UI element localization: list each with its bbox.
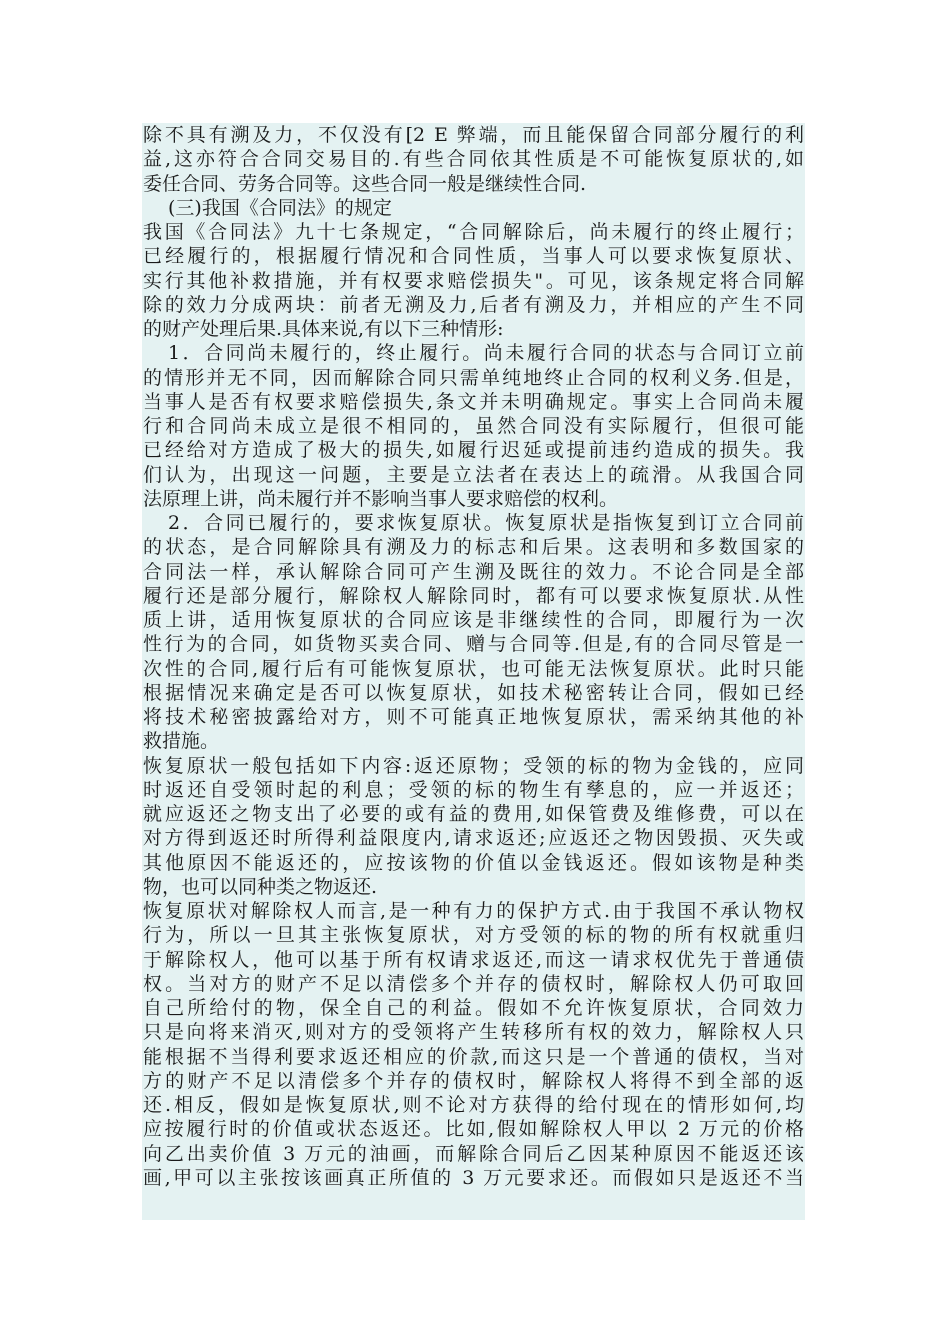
document-line: 权。当对方的财产不足以清偿多个并存的债权时，解除权人仍可取回 bbox=[143, 972, 804, 995]
document-line: 的状态，是合同解除具有溯及力的标志和后果。这表明和多数国家的 bbox=[143, 536, 804, 559]
document-line: 合同法一样，承认解除合同可产生溯及既往的效力。不论合同是全部 bbox=[143, 560, 804, 583]
document-line: 恢复原状对解除权人而言,是一种有力的保护方式.由于我国不承认物权 bbox=[143, 900, 804, 922]
document-line: 我国《合同法》九十七条规定，“合同解除后，尚未履行的终止履行； bbox=[143, 221, 804, 243]
document-line: 就应返还之物支出了必要的或有益的费用,如保管费及维修费，可以在 bbox=[143, 803, 804, 825]
document-line: 于解除权人，他可以基于所有权请求返还,而这一请求权优先于普通债 bbox=[143, 948, 804, 971]
document-line: 自己所给付的物，保全自己的利益。假如不允许恢复原状，合同效力 bbox=[143, 997, 804, 1019]
document-line: 方的财产不足以清偿多个并存的债权时，解除权人将得不到全部的返 bbox=[143, 1069, 804, 1092]
document-line: 除不具有溯及力，不仅没有[2 E 弊端，而且能保留合同部分履行的利 bbox=[143, 124, 804, 146]
document-line: 质上讲，适用恢复原状的合同应该是非继续性的合同，即履行为一次 bbox=[143, 609, 804, 631]
document-line: 物，也可以同种类之物返还. bbox=[143, 875, 378, 898]
document-line: 救措施。 bbox=[143, 730, 220, 753]
document-line: 还.相反，假如是恢复原状,则不论对方获得的给付现在的情形如何,均 bbox=[143, 1094, 804, 1116]
document-line: 只是向将来消灭,则对方的受领将产生转移所有权的效力，解除权人只 bbox=[143, 1021, 804, 1044]
document-line: 实行其他补救措施，并有权要求赔偿损失"。可见，该条规定将合同解 bbox=[143, 269, 804, 292]
document-line: 除的效力分成两块：前者无溯及力,后者有溯及力，并相应的产生不同 bbox=[143, 293, 804, 316]
document-line: 应按履行时的价值或状态返还。比如,假如解除权人甲以 2 万元的价格 bbox=[143, 1118, 804, 1141]
document-line: 画,甲可以主张按该画真正所值的 3 万元要求还。而假如只是返还不当 bbox=[143, 1166, 804, 1189]
document-line: 的情形并无不同，因而解除合同只需单纯地终止合同的权利义务.但是， bbox=[143, 366, 804, 389]
document-line: (三)我国《合同法》的规定 bbox=[168, 196, 392, 219]
document-line: 行为，所以一旦其主张恢复原状，对方受领的标的物的所有权就重归 bbox=[143, 924, 804, 947]
document-line: 对方得到返还时所得利益限度内,请求返还;应返还之物因毁损、灭失或 bbox=[143, 827, 804, 850]
document-line: 2．合同已履行的，要求恢复原状。恢复原状是指恢复到订立合同前 bbox=[168, 512, 804, 534]
document-line: 行和合同尚未成立是很不相同的，虽然合同没有实际履行，但很可能 bbox=[143, 415, 804, 437]
document-line: 当事人是否有权要求赔偿损失,条文并未明确规定。事实上合同尚未履 bbox=[143, 390, 804, 413]
document-line: 的财产处理后果.具体来说,有以下三种情形: bbox=[143, 318, 504, 340]
document-line: 根据情况来确定是否可以恢复原状，如技术秘密转让合同，假如已经 bbox=[143, 681, 804, 704]
document-line: 恢复原状一般包括如下内容:返还原物；受领的标的物为金钱的，应同 bbox=[143, 754, 804, 777]
document-line: 1．合同尚未履行的，终止履行。尚未履行合同的状态与合同订立前 bbox=[168, 342, 804, 365]
document-line: 性行为的合同，如货物买卖合同、赠与合同等.但是,有的合同尽管是一 bbox=[143, 633, 804, 656]
document-line: 已经履行的，根据履行情况和合同性质，当事人可以要求恢复原状、 bbox=[143, 245, 804, 268]
document-line: 委任合同、劳务合同等。这些合同一般是继续性合同. bbox=[143, 172, 587, 195]
document-line: 向乙出卖价值 3 万元的油画，而解除合同后乙因某种原因不能返还该 bbox=[143, 1142, 804, 1165]
document-line: 其他原因不能返还的，应按该物的价值以金钱返还。假如该物是种类 bbox=[143, 851, 804, 874]
document-line: 法原理上讲，尚未履行并不影响当事人要求赔偿的权利。 bbox=[143, 487, 619, 510]
document-line: 们认为，出现这一问题，主要是立法者在表达上的疏滑。从我国合同 bbox=[143, 463, 804, 486]
document-line: 履行还是部分履行，解除权人解除同时，都有可以要求恢复原状.从性 bbox=[143, 584, 804, 607]
document-line: 能根据不当得利要求返还相应的价款,而这只是一个普通的债权，当对 bbox=[143, 1045, 804, 1068]
document-line: 时返还自受领时起的利息；受领的标的物生有孳息的，应一并返还； bbox=[143, 778, 804, 801]
document-line: 益,这亦符合合同交易目的.有些合同依其性质是不可能恢复原状的,如 bbox=[143, 148, 804, 171]
document-line: 已经给对方造成了极大的损失,如履行迟延或提前违约造成的损失。我 bbox=[143, 439, 804, 462]
document-text-block bbox=[142, 123, 805, 1220]
document-line: 将技术秘密披露给对方，则不可能真正地恢复原状，需采纳其他的补 bbox=[143, 706, 804, 728]
document-line: 次性的合同,履行后有可能恢复原状，也可能无法恢复原状。此时只能 bbox=[143, 657, 804, 680]
